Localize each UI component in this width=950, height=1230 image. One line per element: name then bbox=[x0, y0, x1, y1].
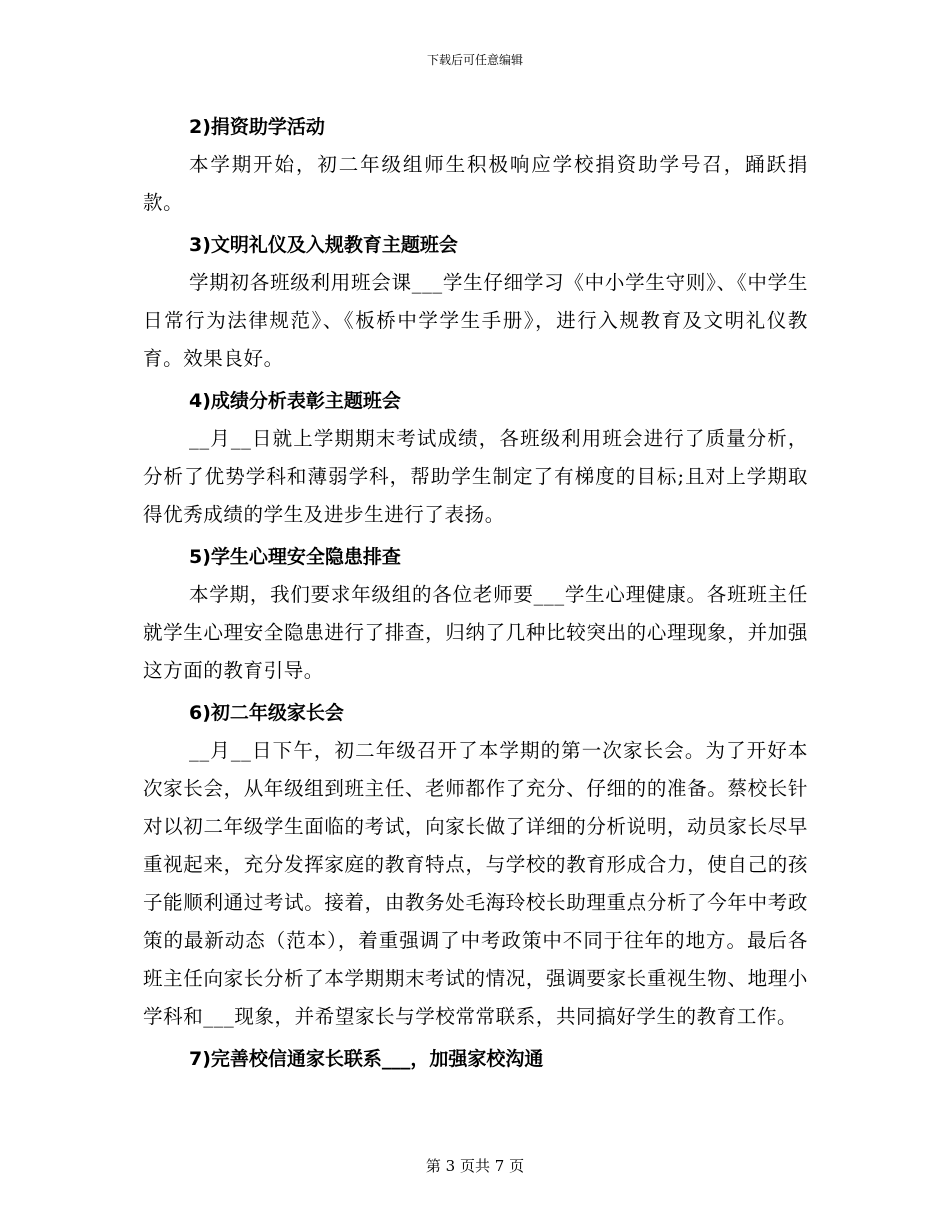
section-heading: 4)成绩分析表彰主题班会 bbox=[189, 390, 401, 412]
section-6 bbox=[143, 696, 808, 1036]
section-paragraph: 本学期开始，初二年级组师生积极响应学校捐资助学号召，踊跃捐款。 bbox=[143, 153, 808, 214]
section-heading: 3)文明礼仪及入规教育主题班会 bbox=[189, 234, 458, 256]
section-heading: 7)完善校信通家长联系___，加强家校沟通 bbox=[189, 1048, 544, 1070]
section-paragraph: 学期初各班级利用班会课___学生仔细学习《中小学生守则》、《中学生日常行为法律规范》、《板桥中学学生手册》，进行入规教育及文明礼仪教育。效果良好。 bbox=[143, 271, 808, 370]
section-7 bbox=[143, 1042, 808, 1076]
section-paragraph: 本学期，我们要求年级组的各位老师要___学生心理健康。各班班主任就学生心理安全隐患进行了排查，归纳了几种比较突出的心理现象，并加强这方面的教育引导。 bbox=[143, 583, 808, 682]
document-body bbox=[143, 110, 808, 1076]
page-footer: 第 3 页共 7 页 bbox=[425, 1157, 525, 1175]
section-heading: 2)捐资助学活动 bbox=[189, 116, 325, 138]
section-paragraph: __月__日下午，初二年级召开了本学期的第一次家长会。为了开好本次家长会，从年级组到班主任、老师都作了充分、仔细的的准备。蔡校长针对以初二年级学生面临的考试，向家长做了详细的分析说明，动员家长尽早重视起来，充分发挥家庭的教育特点，与学校的教育形成合力，使自己的孩子能顺利通过考试。接着，由教务处毛海玲校长助理重点分析了今年中考政策的最新动态（范本），着重强调了中考政策中不同于往年的地方。最后各班主任向家长分析了本学期期末考试的情况，强调要家长重视生物、地理小学科和___现象，并希望家长与学校常常联系，共同搞好学生的教育工作。 bbox=[143, 739, 808, 1028]
section-2 bbox=[143, 110, 808, 222]
section-3 bbox=[143, 228, 808, 378]
section-4 bbox=[143, 384, 808, 534]
section-5 bbox=[143, 540, 808, 690]
section-paragraph: __月__日就上学期期末考试成绩，各班级利用班会进行了质量分析，分析了优势学科和薄弱学科，帮助学生制定了有梯度的目标;且对上学期取得优秀成绩的学生及进步生进行了表扬。 bbox=[143, 427, 808, 526]
page-header: 下载后可任意编辑 bbox=[426, 53, 523, 67]
section-heading: 5)学生心理安全隐患排查 bbox=[189, 546, 401, 568]
section-heading: 6)初二年级家长会 bbox=[189, 702, 344, 724]
